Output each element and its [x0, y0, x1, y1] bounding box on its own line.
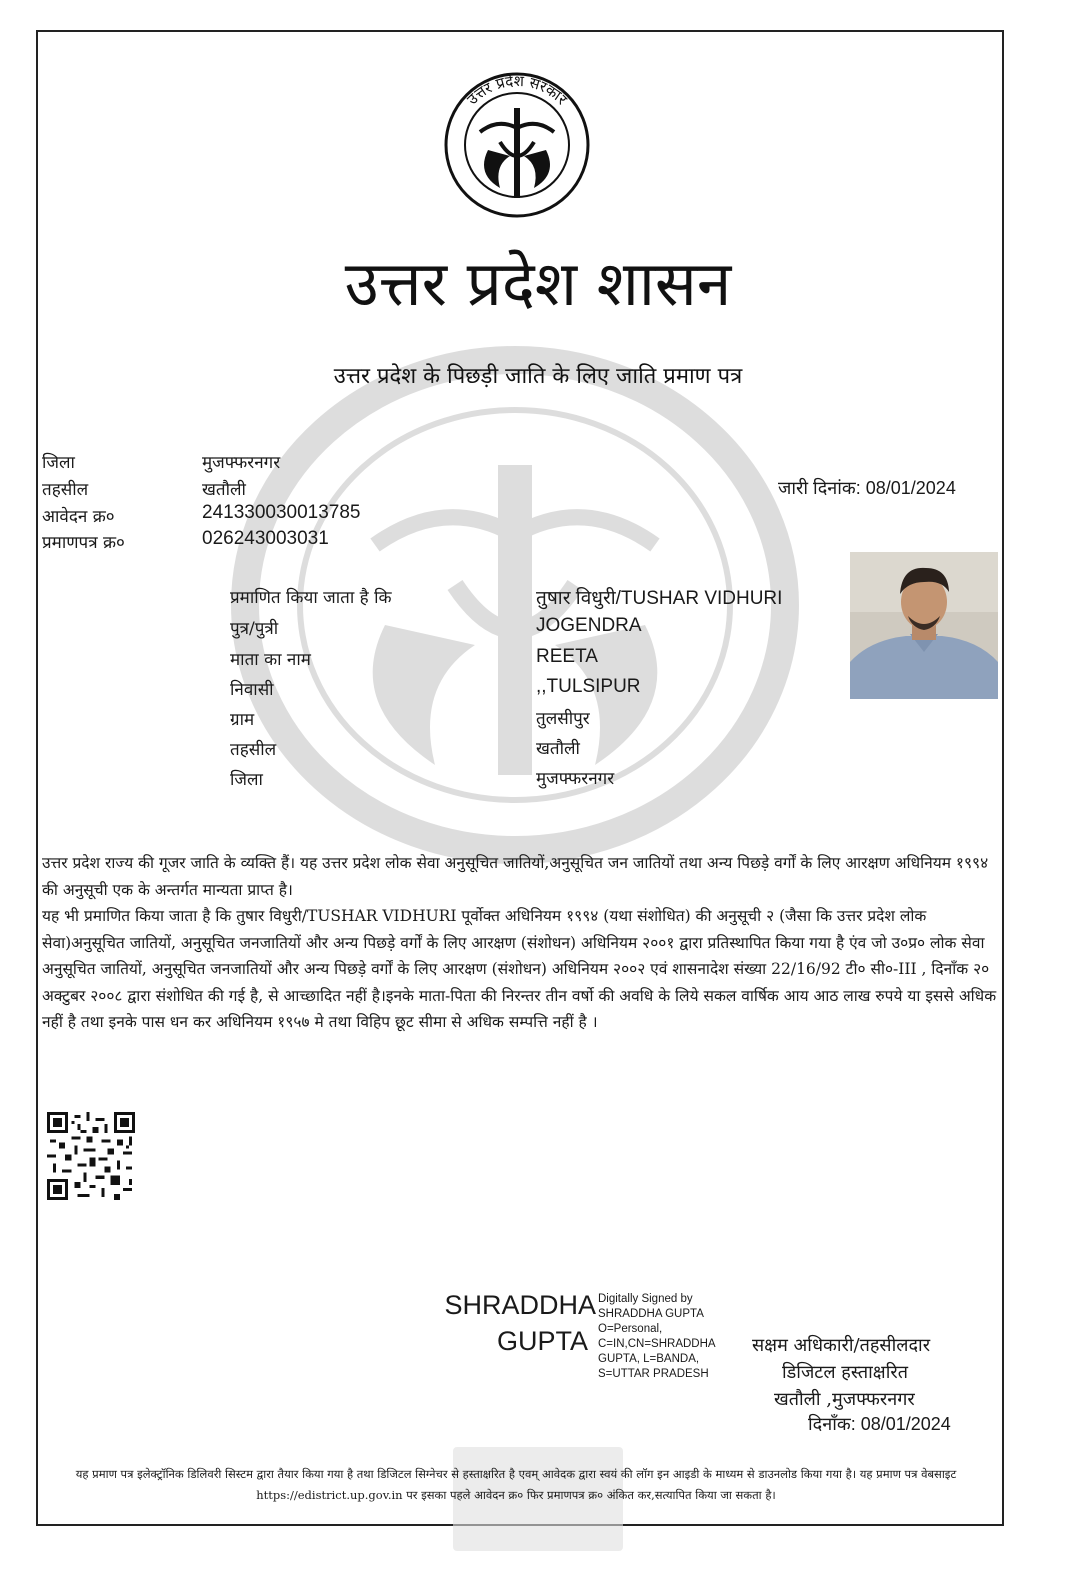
applicant-photo	[850, 552, 998, 699]
certificate-label: प्रमाणपत्र क्र०	[42, 533, 125, 553]
application-number: 241330030013785	[202, 502, 361, 523]
authority-digital-sign: डिजिटल हस्ताक्षरित	[782, 1362, 908, 1383]
body-paragraph-1: उत्तर प्रदेश राज्य की गूजर जाति के व्यक्ति हैं। यह उत्तर प्रदेश लोक सेवा अनुसूचित जातियों,अनुसूचित जन जातियों तथा अन्य पिछड़े वर्गों के लिए आरक्षण अधिनियम १९९४ की अनुसूची एक के अन्तर्गत मान्यता प्राप्त है।	[42, 854, 989, 899]
signature-meta-line: GUPTA, L=BANDA,	[598, 1353, 700, 1365]
signature-meta-line: Digitally Signed by	[598, 1293, 693, 1305]
authority-designation: सक्षम अधिकारी/तहसीलदार	[752, 1335, 931, 1356]
authority-location: खतौली ,मुजफ्फरनगर	[774, 1389, 915, 1410]
detail-value-father: JOGENDRA	[536, 615, 642, 636]
certificate-number: 026243003031	[202, 528, 329, 549]
detail-label: ग्राम	[230, 710, 255, 730]
signature-meta-line: O=Personal,	[598, 1323, 663, 1335]
signature-meta-line: SHRADDHA GUPTA	[598, 1308, 704, 1320]
body-paragraph-2: यह भी प्रमाणित किया जाता है कि तुषार विधुरी/TUSHAR VIDHURI पूर्वोक्त अधिनियम १९९४ (यथा संशोधित) की अनुसूची २ (जैसा कि उत्तर प्रदेश लोक सेवा)अनुसूचित जातियों, अनुसूचित जनजातियों और अन्य पिछड़े वर्गों के लिए आरक्षण (संशोधन) अधिनियम २००१ द्वारा प्रतिस्थापित किया गया है एंव जो उ०प्र० लोक सेवा अनुसूचित जातियों, अनुसूचित जनजातियों और अन्य पिछड़े वर्गों के लिए आरक्षण (संशोधन) अधिनियम २००२ एवं शासनादेश संख्या 22/16/92 टी० सी०-III , दिनाँक २० अक्टुबर २००८ द्वारा संशोधित की गई है, से आच्छादित नहीं है।इनके माता-पिता की निरन्तर तीन वर्षो की अवधि के लिये सकल वार्षिक आय आठ लाख रुपये या इससे अधिक नहीं है तथा इनके पास धन कर अधिनियम १९५७ मे तथा विहिप छूट सीमा से अधिक सम्पत्ति नहीं है ।	[42, 907, 997, 1031]
detail-value-village: तुलसीपुर	[536, 709, 590, 729]
up-government-emblem	[442, 70, 592, 220]
application-label: आवेदन क्र०	[42, 507, 115, 527]
detail-label: प्रमाणित किया जाता है कि	[230, 588, 392, 608]
district-label: जिला	[42, 453, 75, 473]
detail-value-tehsil: खतौली	[536, 739, 580, 759]
page-title: उत्तर प्रदेश शासन	[344, 247, 732, 320]
detail-label: तहसील	[230, 740, 277, 760]
tehsil-value: खतौली	[202, 480, 246, 500]
signature-meta-line: S=UTTAR PRADESH	[598, 1368, 709, 1380]
footer-note: यह प्रमाण पत्र इलेक्ट्रॉनिक डिलिवरी सिस्टम द्वारा तैयार किया गया है तथा डिजिटल सिग्नेचर से हस्ताक्षरित है एवम् आवेदक द्वारा स्वयं की लॉग इन आइडी के माध्यम से डाउनलोड किया गया है। यह प्रमाण पत्र वेबसाइट https://edistrict.up.gov.in पर इसका पहले आवेदन क्र० फिर प्रमाणपत्र क्र० अंकित कर,सत्यापित किया जा सकता है।	[75, 1467, 957, 1502]
detail-label: निवासी	[230, 680, 274, 700]
svg-text:उत्तर प्रदेश सरकार	[463, 72, 571, 109]
detail-label: पुत्र/पुत्री	[230, 619, 279, 639]
qr-code	[47, 1112, 135, 1200]
detail-value-name: तुषार विधुरी/TUSHAR VIDHURI	[536, 588, 783, 609]
signature-meta-line: C=IN,CN=SHRADDHA	[598, 1338, 716, 1350]
detail-value-resident: ,,TULSIPUR	[536, 676, 641, 697]
issue-date: जारी दिनांक: 08/01/2024	[778, 478, 956, 498]
tehsil-label: तहसील	[42, 480, 89, 500]
district-value: मुजफ्फरनगर	[202, 453, 281, 473]
emblem-text: उत्तर प्रदेश सरकार	[463, 71, 571, 109]
authority-date: दिनाँक: 08/01/2024	[808, 1414, 951, 1434]
detail-value-mother: REETA	[536, 646, 598, 667]
signer-name-line2: GUPTA	[496, 1326, 588, 1356]
detail-label: जिला	[230, 770, 263, 790]
certificate-subtitle: उत्तर प्रदेश के पिछड़ी जाति के लिए जाति प्रमाण पत्र	[333, 364, 743, 389]
digital-signature-details	[598, 1292, 748, 1382]
detail-label: माता का नाम	[230, 650, 311, 670]
signer-name-line1: SHRADDHA	[444, 1290, 596, 1320]
detail-value-district: मुजफ्फरनगर	[536, 769, 615, 789]
certificate-body	[42, 850, 997, 1036]
